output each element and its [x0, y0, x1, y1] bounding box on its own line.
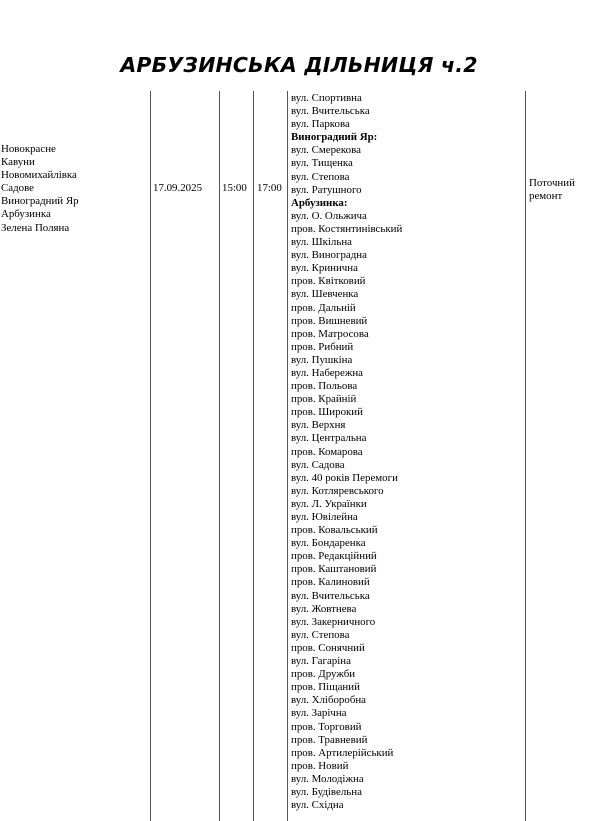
street-item: вул. О. Ольжича — [291, 209, 367, 222]
street-item: пров. Каштановий — [291, 563, 377, 576]
places-list — [1, 143, 79, 235]
street-item: пров. Сонячний — [291, 641, 365, 654]
place-item: Виноградний Яр — [1, 195, 79, 208]
street-item: вул. Л. Українки — [291, 497, 367, 510]
street-item: пров. Костянтинівський — [291, 222, 403, 235]
place-item: Зелена Поляна — [1, 221, 70, 234]
street-item: пров. Травневий — [291, 733, 368, 746]
column-divider-date — [150, 91, 151, 821]
locality-heading: Виноградний Яр: — [291, 131, 378, 144]
street-item: пров. Широкий — [291, 406, 363, 419]
place-item: Садове — [1, 182, 34, 195]
street-item: пров. Піщаний — [291, 681, 360, 694]
locality-heading: Арбузинка: — [291, 196, 348, 209]
street-item: вул. Будівельна — [291, 785, 362, 798]
street-item: вул. Набережна — [291, 366, 364, 379]
street-item: вул. Смерекова — [291, 144, 361, 157]
place-item: Арбузинка — [1, 208, 51, 221]
reason-line: Поточний — [529, 177, 575, 189]
street-item: пров. Новий — [291, 759, 349, 772]
street-item: вул. Зарічна — [291, 707, 347, 720]
street-item: пров. Артилерійський — [291, 746, 394, 759]
column-divider-streets — [287, 91, 288, 821]
street-item: вул. Тищенка — [291, 157, 353, 170]
street-item: вул. Гагаріна — [291, 655, 351, 668]
street-item: вул. Пушкіна — [291, 353, 353, 366]
street-item: вул. Степова — [291, 628, 350, 641]
street-item: вул. Виноградна — [291, 249, 367, 262]
street-item: пров. Дальній — [291, 301, 356, 314]
street-item: пров. Калиновий — [291, 576, 370, 589]
street-item: вул. Хліборобна — [291, 694, 367, 707]
end-time: 17:00 — [257, 182, 282, 194]
street-item: вул. Верхня — [291, 419, 346, 432]
street-item: вул. Спортивна — [291, 92, 362, 104]
street-item: вул. Шкільна — [291, 236, 352, 249]
street-item: пров. Рибний — [291, 340, 354, 353]
column-divider-reason — [525, 91, 526, 821]
reason-line: ремонт — [529, 190, 563, 203]
street-item: пров. Вишневий — [291, 314, 368, 327]
street-item: пров. Матросова — [291, 327, 369, 340]
street-item: пров. Ковальський — [291, 524, 378, 537]
column-divider-start — [219, 91, 220, 821]
place-item: Новокрасне — [1, 143, 56, 155]
street-item: вул. Котляревського — [291, 484, 384, 497]
start-time: 15:00 — [222, 182, 247, 194]
outage-reason — [529, 177, 593, 203]
column-divider-end — [253, 91, 254, 821]
street-item: пров. Крайній — [291, 393, 357, 406]
street-item: вул. Вчительська — [291, 589, 370, 602]
street-item: вул. Бондаренка — [291, 537, 366, 550]
street-item: пров. Редакційний — [291, 550, 377, 563]
street-item: вул. Закерничного — [291, 615, 376, 628]
place-item: Новомихайлівка — [1, 169, 77, 182]
street-item: вул. Кринична — [291, 262, 358, 275]
street-item: вул. Ювілейна — [291, 511, 358, 523]
street-item: пров. Польова — [291, 380, 358, 393]
street-item: вул. Паркова — [291, 118, 350, 131]
street-item: пров. Квітковий — [291, 275, 366, 288]
street-item: пров. Дружби — [291, 668, 356, 681]
street-item: вул. Шевченка — [291, 288, 359, 301]
place-item: Кавуни — [1, 156, 35, 169]
street-item: вул. Центральна — [291, 432, 367, 445]
street-item: вул. 40 років Перемоги — [291, 471, 398, 484]
outage-date: 17.09.2025 — [153, 182, 203, 194]
street-item: вул. Садова — [291, 458, 345, 471]
page-title: АРБУЗИНСЬКА ДІЛЬНИЦЯ ч.2 — [120, 53, 478, 77]
street-item: вул. Молодіжна — [291, 772, 364, 785]
street-item: пров. Комарова — [291, 445, 363, 458]
street-item: вул. Вчительська — [291, 105, 370, 118]
street-item: вул. Жовтнева — [291, 602, 357, 615]
street-item: вул. Степова — [291, 170, 350, 183]
streets-list — [291, 92, 402, 812]
street-item: вул. Східна — [291, 799, 344, 812]
street-item: пров. Торговий — [291, 720, 362, 733]
street-item: вул. Ратушного — [291, 183, 362, 196]
